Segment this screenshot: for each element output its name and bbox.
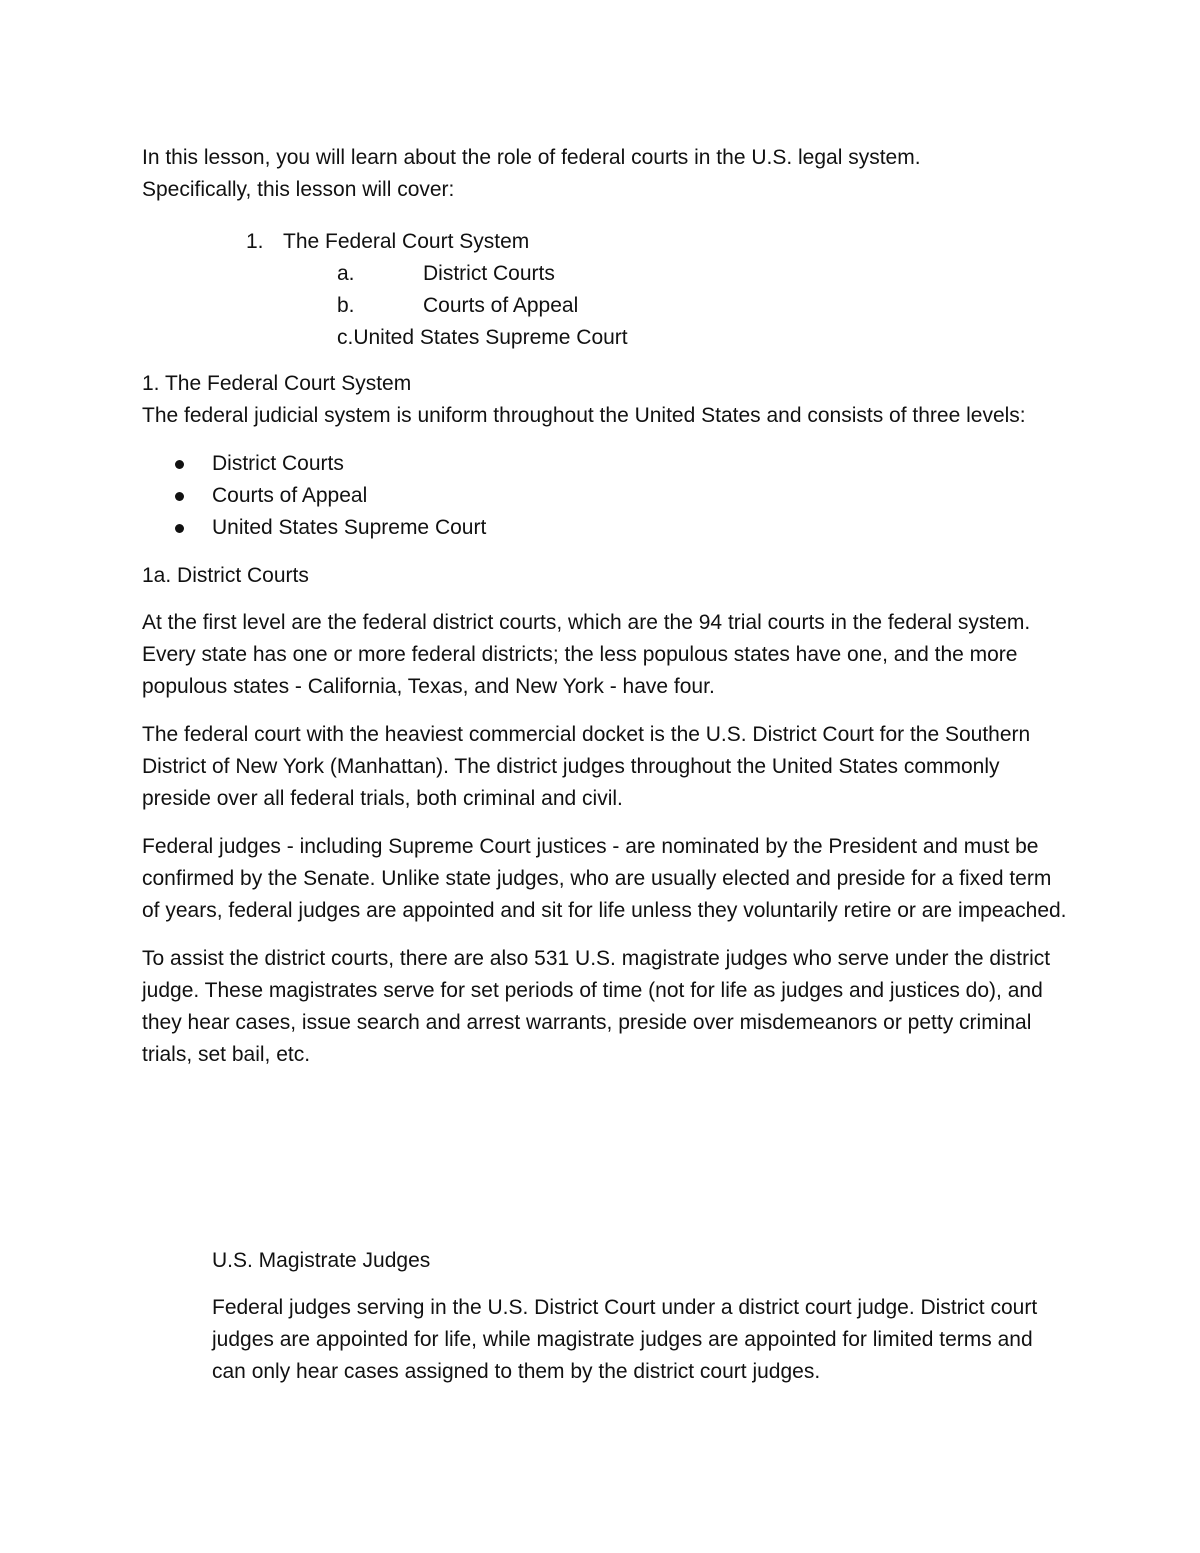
definition-block	[212, 1245, 1072, 1388]
section-1a-heading: 1a. District Courts	[142, 564, 309, 587]
outline-subitem-text: District Courts	[423, 262, 555, 285]
bullet-icon	[175, 492, 184, 501]
intro-line-1: In this lesson, you will learn about the role of federal courts in the U.S. legal system.	[142, 146, 921, 169]
intro-line-2: Specifically, this lesson will cover:	[142, 178, 455, 201]
section-1-body: The federal judicial system is uniform throughout the United States and consists of three levels:	[142, 404, 1026, 427]
paragraph: At the first level are the federal district courts, which are the 94 trial courts in the federal system. Every state has one or more federal districts; the less populous states have one, and the more populous states - California, Texas, and New York - have four.	[142, 611, 1031, 698]
court-levels-list	[142, 448, 1072, 544]
list-item-text: Courts of Appeal	[212, 484, 368, 507]
outline-subitem-text: Courts of Appeal	[423, 294, 579, 317]
outline-subitem-b	[142, 290, 1072, 322]
paragraph: Federal judges - including Supreme Court justices - are nominated by the President and must be confirmed by the Senate. Unlike state judges, who are usually elected and preside for a fixed term of years, federal judges are appointed and sit for life unless they voluntarily retire or are impeached.	[142, 835, 1067, 922]
section-1-heading: 1. The Federal Court System	[142, 372, 412, 395]
outline-subitem-letter: b.	[337, 294, 355, 317]
lesson-outline	[142, 226, 1072, 354]
outline-subitem-letter: a.	[337, 262, 355, 285]
paragraph: To assist the district courts, there are also 531 U.S. magistrate judges who serve under the district judge. These magistrates serve for set periods of time (not for life as judges and justices do), and they hear cases, issue search and arrest warrants, preside over misdemeanors or petty criminal trials, set bail, etc.	[142, 947, 1051, 1066]
intro-paragraph	[142, 142, 1072, 206]
list-item	[142, 512, 1072, 544]
document-body	[142, 142, 1072, 1071]
list-item-text: District Courts	[212, 452, 344, 475]
bullet-icon	[175, 460, 184, 469]
paragraph: The federal court with the heaviest commercial docket is the U.S. District Court for the Southern District of New York (Manhattan). The district judges throughout the United States commonly preside over all federal trials, both criminal and civil.	[142, 723, 1031, 810]
bullet-icon	[175, 524, 184, 533]
list-item	[142, 448, 1072, 480]
outline-subitem-a	[142, 258, 1072, 290]
definition-text: Federal judges serving in the U.S. District Court under a district court judge. District court judges are appointed for life, while magistrate judges are appointed for limited terms and can only hear cases assigned to them by the district court judges.	[212, 1296, 1038, 1383]
outline-item-number: 1.	[246, 230, 264, 253]
list-item-text: United States Supreme Court	[212, 516, 487, 539]
outline-subitem-text: c.United States Supreme Court	[337, 326, 628, 349]
outline-item-text: The Federal Court System	[283, 230, 530, 253]
outline-item-1	[142, 226, 1072, 258]
outline-subitem-c	[142, 322, 1072, 354]
definition-term: U.S. Magistrate Judges	[212, 1249, 431, 1272]
list-item	[142, 480, 1072, 512]
